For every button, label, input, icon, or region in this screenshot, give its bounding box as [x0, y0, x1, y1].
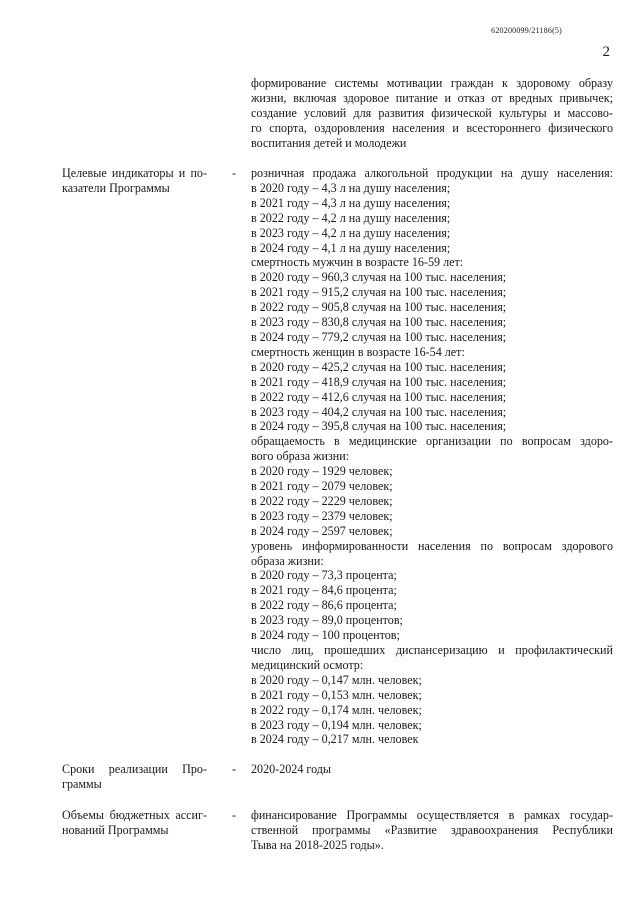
indicator-line: в 2022 году – 86,6 процента;	[251, 598, 397, 613]
intro-line: го спорта, оздоровления населения и всестороннего физического	[251, 120, 613, 135]
indicator-line: вого образа жизни:	[251, 449, 350, 464]
indicator-line: уровень информированности населения по вопросам здорового	[251, 538, 613, 553]
budget-dash: -	[232, 808, 237, 822]
intro-line: создание условий для развития физической культуры и массово-	[251, 105, 613, 120]
indicator-line: обращаемость в медицинские организации по вопросам здоро-	[251, 434, 613, 449]
budget-label	[62, 808, 207, 838]
indicator-line: в 2023 году – 830,8 случая на 100 тыс. населения;	[251, 315, 507, 330]
indicator-line: в 2024 году – 395,8 случая на 100 тыс. населения;	[251, 419, 507, 434]
budget-line: финансирование Программы осуществляется в рамках государ-	[251, 808, 613, 822]
indicator-line: в 2022 году – 0,174 млн. человек;	[251, 702, 422, 717]
indicator-line: в 2022 году – 905,8 случая на 100 тыс. населения;	[251, 300, 507, 315]
indicator-line: в 2024 году – 100 процентов;	[251, 628, 400, 643]
indicators-content	[251, 166, 613, 747]
indicator-line: в 2023 году – 404,2 случая на 100 тыс. населения;	[251, 404, 507, 419]
intro-paragraph	[251, 76, 613, 151]
intro-line: формирование системы мотивации граждан к здоровому образу	[251, 76, 613, 90]
indicator-line: в 2023 году – 89,0 процентов;	[251, 613, 403, 628]
indicator-line: смертность мужчин в возрасте 16-59 лет:	[251, 255, 464, 270]
terms-label	[62, 762, 207, 792]
indicator-line: в 2023 году – 0,194 млн. человек;	[251, 717, 422, 732]
indicator-line: в 2020 году – 4,3 л на душу населения;	[251, 180, 451, 195]
indicator-line: в 2022 году – 412,6 случая на 100 тыс. населения;	[251, 389, 507, 404]
label-line: нований Программы	[62, 822, 169, 837]
budget-content	[251, 808, 613, 853]
document-code: 620200099/21186(5)	[491, 26, 562, 35]
indicator-line: в 2020 году – 73,3 процента;	[251, 568, 397, 583]
indicator-line: в 2021 году – 915,2 случая на 100 тыс. населения;	[251, 285, 507, 300]
indicators-dash: -	[232, 166, 237, 180]
indicator-line: в 2021 году – 418,9 случая на 100 тыс. населения;	[251, 374, 507, 389]
terms-dash: -	[232, 762, 237, 776]
indicator-line: в 2020 году – 960,3 случая на 100 тыс. населения;	[251, 270, 507, 285]
indicator-line: в 2021 году – 4,3 л на душу населения;	[251, 195, 451, 210]
indicator-line: в 2022 году – 4,2 л на душу населения;	[251, 210, 451, 225]
label-line: Сроки реализации Про-	[62, 762, 207, 776]
label-line: Объемы бюджетных ассиг-	[62, 808, 207, 822]
indicator-line: в 2020 году – 1929 человек;	[251, 464, 393, 479]
indicator-line: число лиц, прошедших диспансеризацию и профилактический	[251, 643, 613, 657]
budget-line: Тыва на 2018-2025 годы».	[251, 837, 384, 852]
terms-line: 2020-2024 годы	[251, 762, 332, 776]
indicator-line: в 2020 году – 0,147 млн. человек;	[251, 672, 422, 687]
indicator-line: в 2021 году – 84,6 процента;	[251, 583, 397, 598]
indicator-line: в 2023 году – 2379 человек;	[251, 508, 393, 523]
terms-content	[251, 762, 613, 777]
indicator-line: в 2024 году – 2597 человек;	[251, 523, 393, 538]
label-line: граммы	[62, 776, 102, 791]
indicator-line: в 2021 году – 2079 человек;	[251, 479, 393, 494]
indicator-line: в 2023 году – 4,2 л на душу населения;	[251, 225, 451, 240]
indicator-line: в 2024 году – 779,2 случая на 100 тыс. населения;	[251, 329, 507, 344]
indicator-line: в 2021 году – 0,153 млн. человек;	[251, 687, 422, 702]
page-number: 2	[602, 44, 610, 60]
indicator-line: в 2022 году – 2229 человек;	[251, 493, 393, 508]
indicator-line: в 2020 году – 425,2 случая на 100 тыс. населения;	[251, 359, 507, 374]
indicator-line: в 2024 году – 0,217 млн. человек	[251, 732, 419, 747]
indicator-line: в 2024 году – 4,1 л на душу населения;	[251, 240, 451, 255]
intro-line: жизни, включая здоровое питание и отказ от вредных привычек;	[251, 90, 613, 105]
label-line: казатели Программы	[62, 180, 170, 195]
label-line: Целевые индикаторы и по-	[62, 166, 207, 180]
indicator-line: смертность женщин в возрасте 16-54 лет:	[251, 344, 465, 359]
indicator-line: образа жизни:	[251, 553, 324, 568]
indicator-line: медицинский осмотр:	[251, 657, 364, 672]
indicator-line: розничная продажа алкогольной продукции на душу населения:	[251, 166, 613, 180]
budget-line: ственной программы «Развитие здравоохранения Республики	[251, 822, 613, 837]
intro-line: воспитания детей и молодежи	[251, 135, 407, 150]
indicators-label	[62, 166, 207, 196]
